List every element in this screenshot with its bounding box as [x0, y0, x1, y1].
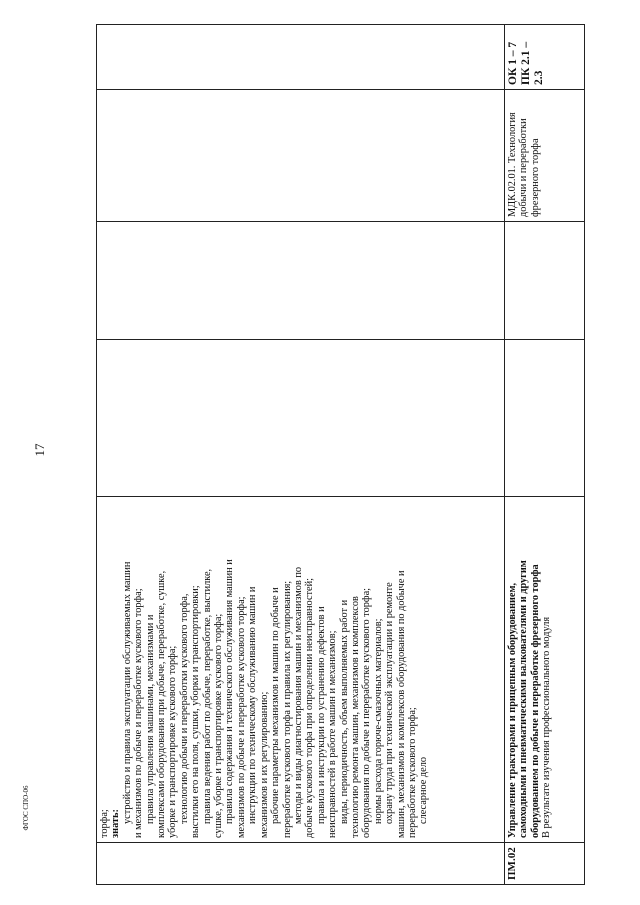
knowledge-line: выстилки его на поля, сушки, уборки и транспортировки; [190, 585, 202, 838]
knowledge-line: технологию добычи и переработки кускового торфа, [178, 593, 190, 824]
knowledge-line: слесарное дело [418, 757, 430, 824]
mdk-title: МДК.02.01. Технология добычи и переработки фрезерного торфа [507, 112, 541, 217]
knowledge-line: правила содержания и технического обслуживания машин и [224, 559, 236, 824]
pm-code: ПМ.02 [506, 847, 518, 880]
cell-empty-code [97, 843, 505, 885]
cell-empty-hours-2 [97, 222, 505, 340]
knowledge-line: сушке, уборке и транспортировке кускового торфа; [213, 613, 225, 838]
pm-title-line: оборудованием по добыче и переработке фрезерного торфа [529, 564, 541, 838]
pm-title-line: Управление тракторами и прицепным оборудованием, [507, 582, 518, 838]
knowledge-line: охрану труда при технической эксплуатации и ремонте [384, 582, 396, 824]
cell-empty-competencies [97, 25, 505, 90]
cell-pm-empty-2 [505, 222, 585, 340]
cell-mdk [505, 90, 585, 222]
table-row-pm02 [505, 25, 585, 885]
knowledge-line: механизмов по добыче и переработке кускового торфа; [235, 596, 247, 838]
knowledge-line: правила ведения работ по добыче, переработке, выстилке, [201, 568, 213, 824]
cell-pm-title [505, 497, 585, 843]
knowledge-line: комплексами оборудования при добыче, переработке, сушке, [156, 570, 168, 838]
knowledge-line: нормы расхода горюче-смазочных материалов; [372, 618, 384, 824]
knowledge-line: механизмов и их регулированию; [258, 691, 270, 838]
pm-note: В результате изучения профессионального модуля [541, 616, 553, 838]
cell-competencies [505, 25, 585, 90]
knowledge-lines [99, 501, 430, 838]
cell-empty-mdk [97, 90, 505, 222]
knowledge-line: методы и виды диагностирования машин и механизмов по [292, 566, 304, 824]
table-row-knowledge [97, 25, 505, 885]
footer-code: ФГОС СПО-06 [22, 785, 30, 831]
cell-knowledge-list [97, 497, 505, 843]
knowledge-line: оборудования по добыче и переработке кускового торфа; [361, 587, 373, 838]
knowledge-line: и механизмов по добыче и переработке кускового торфа; [133, 588, 145, 838]
cell-pm-code [505, 843, 585, 885]
knowledge-line: машин, механизмов и комплексов оборудования по добыче и [395, 570, 407, 838]
curriculum-table [96, 24, 585, 885]
knowledge-line: рабочие параметры механизмов и машин по добыче и [270, 587, 282, 824]
knowledge-line: неисправностей в работе машин и механизмов; [327, 630, 339, 838]
pm-title-line: самоходными и пневматическими валкователями и другим [518, 560, 530, 838]
competency-ok: ОК 1 – 7 [507, 41, 519, 85]
knowledge-line: виды, периодичность, объем выполняемых работ и [338, 599, 350, 824]
knowledge-line: технологию ремонта машин, механизмов и комплексов [349, 596, 361, 838]
knowledge-line: переработке кускового торфа и правила их регулирования; [281, 580, 293, 838]
page-number: 17 [32, 443, 47, 457]
knowledge-line: уборке и транспортировке кускового торфа; [167, 645, 179, 838]
knowledge-line: правила и инструкции по устранению дефектов и [315, 606, 327, 824]
competency-pk: ПК 2.1 – 2.3 [520, 41, 545, 85]
knowledge-line: инструкции по техническому обслуживанию машин и [247, 586, 259, 824]
cell-pm-empty-1 [505, 340, 585, 497]
knowledge-line: правила управления машинами, механизмами и [144, 614, 156, 824]
cell-empty-hours [97, 340, 505, 497]
knowledge-line: торфа; [99, 809, 110, 838]
knowledge-line: устройство и правила эксплуатации обслуживаемых машин [121, 561, 133, 824]
knowledge-line: знать: [110, 809, 122, 838]
knowledge-line: добыче кускового торфа при определении неисправностей; [304, 578, 316, 838]
knowledge-line: переработке кускового торфа; [406, 707, 418, 838]
document-table-sheet [96, 25, 584, 885]
